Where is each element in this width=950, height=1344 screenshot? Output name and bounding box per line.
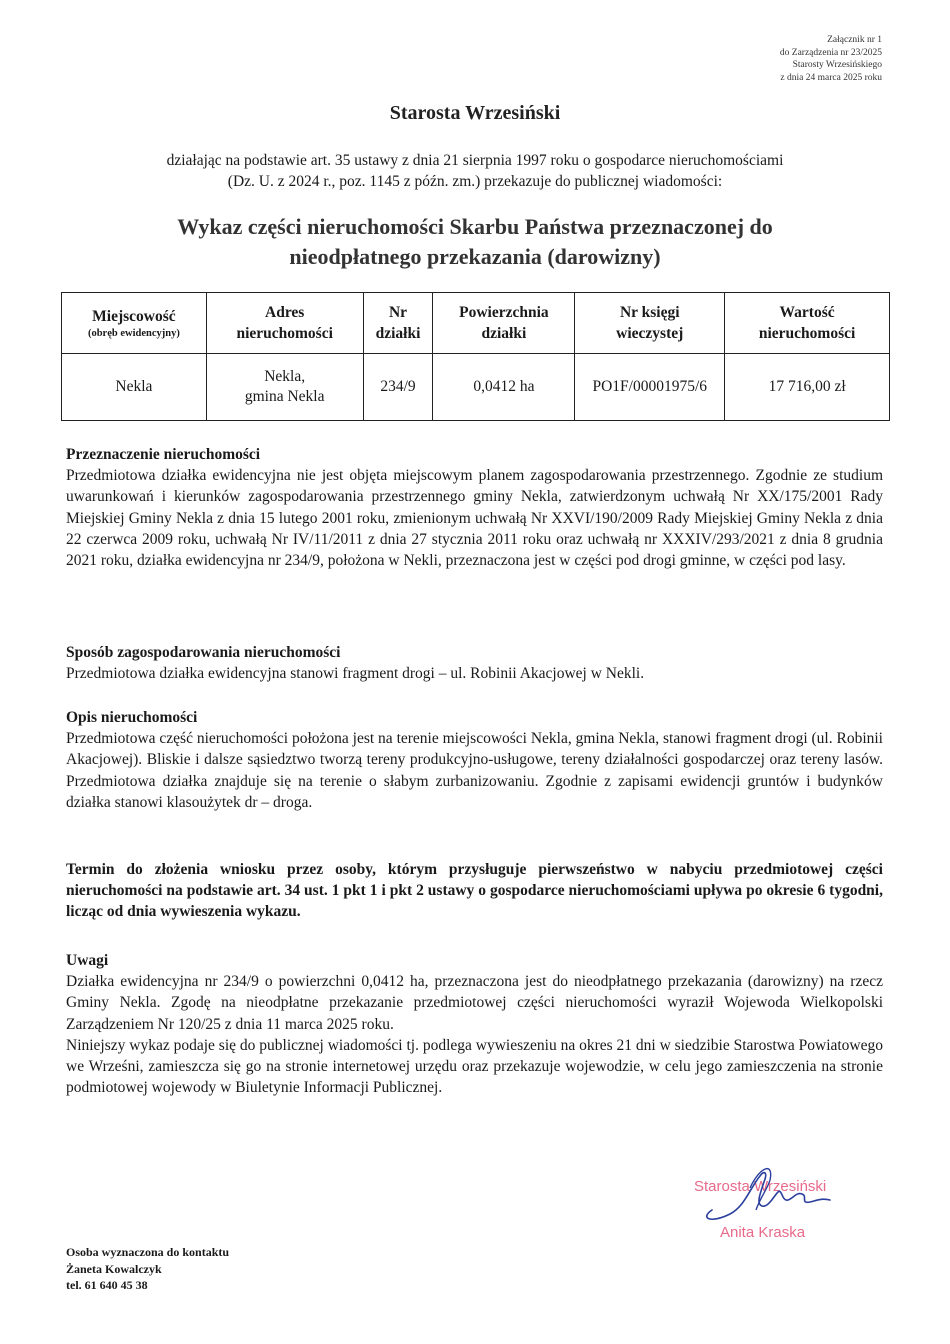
cell-land-book: PO1F/00001975/6 (575, 354, 725, 421)
header-text: działki (481, 325, 527, 342)
stamp-title: Starosta Wrzesiński (694, 1178, 827, 1195)
section-text: Niniejszy wykaz podaje się do publicznej wiadomości tj. podlega wywieszeniu na okres 21 dni w siedzibie Starostwa Powiatowego we Wrześni, zamieszcza się go na stronie internetowej urzędu oraz przekazuje wojewodzie, w celu jego zamieszczenia na stronie podmiotowej wojewody w Biuletynie Informacji Publicznej. (66, 1036, 884, 1097)
header-text: nieruchomości (758, 325, 856, 342)
annex-note (780, 34, 882, 84)
header-text: Adres (265, 304, 305, 321)
section-heading: Przeznaczenie nieruchomości (66, 446, 261, 463)
header-text: Wartość (779, 304, 835, 321)
contact-label: Osoba wyznaczona do kontaktu (66, 1245, 230, 1259)
table-header-row (62, 293, 890, 354)
cell-address (206, 354, 363, 421)
header-text: Nr księgi (619, 304, 680, 321)
property-table (61, 292, 890, 421)
header-address (206, 293, 363, 354)
header-locality (62, 293, 207, 354)
section-text: Przedmiotowa działka ewidencyjna stanowi fragment drogi – ul. Robinii Akacjowej w Nekli. (66, 665, 645, 683)
header-text: Powierzchnia (459, 304, 549, 321)
section-text: Przedmiotowa działka ewidencyjna nie jest objęta miejscowym planem zagospodarowania przestrzennego. Zgodnie ze studium uwarunkowań i kierunków zagospodarowania przestrzennego gminy Nekla, zatwierdzonym uchwałą Nr XX/175/2001 Rady Miejskiej Gminy Nekla z dnia 15 lutego 2001 roku, zmienionym uchwałą Nr XXVI/190/2009 Rady Miejskiej Gminy Nekla z dnia 22 czerwca 2009 roku, uchwałą Nr IV/11/2011 z dnia 27 stycznia 2011 roku oraz uchwałą nr XXXIV/293/2021 z dnia 8 grudnia 2021 roku, działka ewidencyjna nr 234/9, położona w Nekli, przeznaczona jest w części pod drogi gminne, w części pod lasy. (66, 467, 883, 570)
list-heading (80, 212, 870, 272)
cell-area: 0,0412 ha (433, 354, 575, 421)
deadline-text: Termin do złożenia wniosku przez osoby, którym przysługuje pierwszeństwo w nabyciu przedmiotowej części nieruchomości na podstawie art. 34 ust. 1 pkt 1 i pkt 2 ustawy o gospodarce nieruchomościami upływa po okresie 6 tygodni, licząc od dnia wywieszenia wykazu. (66, 861, 883, 921)
header-text: działki (375, 325, 421, 342)
cell-locality: Nekla (62, 354, 207, 421)
header-value (725, 293, 890, 354)
contact-phone: tel. 61 640 45 38 (66, 1278, 148, 1292)
cell-value: 17 716,00 zł (725, 354, 890, 421)
signature-stamp (690, 1158, 880, 1248)
annex-line: do Zarządzenia nr 23/2025 (779, 47, 882, 58)
header-text: Nr (388, 304, 408, 321)
section-text: Przedmiotowa część nieruchomości położona jest na terenie miejscowości Nekla, gmina Nekla, stanowi fragment drogi (ul. Robinii Akacjowej). Bliskie i dalsze sąsiedztwo tworzą tereny produkcyjno-usługowe, tereny działalności gospodarczej oraz tereny lasów. Przedmiotowa działka znajduje się na terenie o słabym zurbanizowaniu. Zgodnie z zapisami ewidencji gruntów i budynków działka stanowi klasoużytek dr – droga. (66, 730, 883, 811)
header-text: wieczystej (616, 325, 684, 342)
deadline-section (66, 859, 883, 923)
intro-line: działając na podstawie art. 35 ustawy z dnia 21 sierpnia 1997 roku o gospodarce nieruchomościami (166, 152, 784, 169)
handwritten-signature-icon (690, 1158, 880, 1248)
remarks-section (66, 950, 883, 1098)
description-section (66, 707, 883, 813)
header-text: nieruchomości (236, 325, 333, 342)
section-text: Działka ewidencyjna nr 234/9 o powierzchni 0,0412 ha, przeznaczona jest do nieodpłatnego przekazania (darowizny) na rzecz Gminy Nekla. Zgodę na nieodpłatne przekazanie przedmiotowej części nieruchomości wyraził Wojewoda Wielkopolski Zarządzeniem Nr 120/25 z dnia 11 marca 2025 roku. (66, 973, 883, 1033)
heading-line: nieodpłatnego przekazania (darowizny) (289, 244, 661, 269)
header-plot (363, 293, 433, 354)
table-row (62, 354, 890, 421)
cell-text: gmina Nekla (244, 388, 325, 405)
header-land-book (575, 293, 725, 354)
cell-text: Nekla, (264, 368, 306, 385)
section-heading: Opis nieruchomości (66, 709, 198, 726)
section-heading: Sposób zagospodarowania nieruchomości (66, 644, 341, 661)
purpose-section (66, 444, 883, 571)
header-area (433, 293, 575, 354)
header-text: Miejscowość (92, 307, 176, 325)
intro-line: (Dz. U. z 2024 r., poz. 1145 z późn. zm.) przekazuje do publicznej wiadomości: (227, 173, 723, 190)
annex-line: Starosty Wrzesińskiego (792, 60, 882, 70)
usage-section (66, 642, 883, 684)
contact-name: Żaneta Kowalczyk (66, 1261, 162, 1276)
heading-line: Wykaz części nieruchomości Skarbu Państwa przeznaczonej do (177, 214, 773, 239)
cell-plot: 234/9 (363, 354, 433, 421)
annex-line: Załącznik nr 1 (827, 35, 882, 45)
stamp-name: Anita Kraska (720, 1224, 806, 1241)
page-title: Starosta Wrzesiński (389, 102, 561, 124)
annex-line: z dnia 24 marca 2025 roku (780, 72, 882, 83)
intro-text (80, 150, 870, 192)
section-heading: Uwagi (66, 952, 109, 969)
contact-info (66, 1244, 229, 1294)
header-subtext: (obręb ewidencyjny) (87, 327, 180, 339)
